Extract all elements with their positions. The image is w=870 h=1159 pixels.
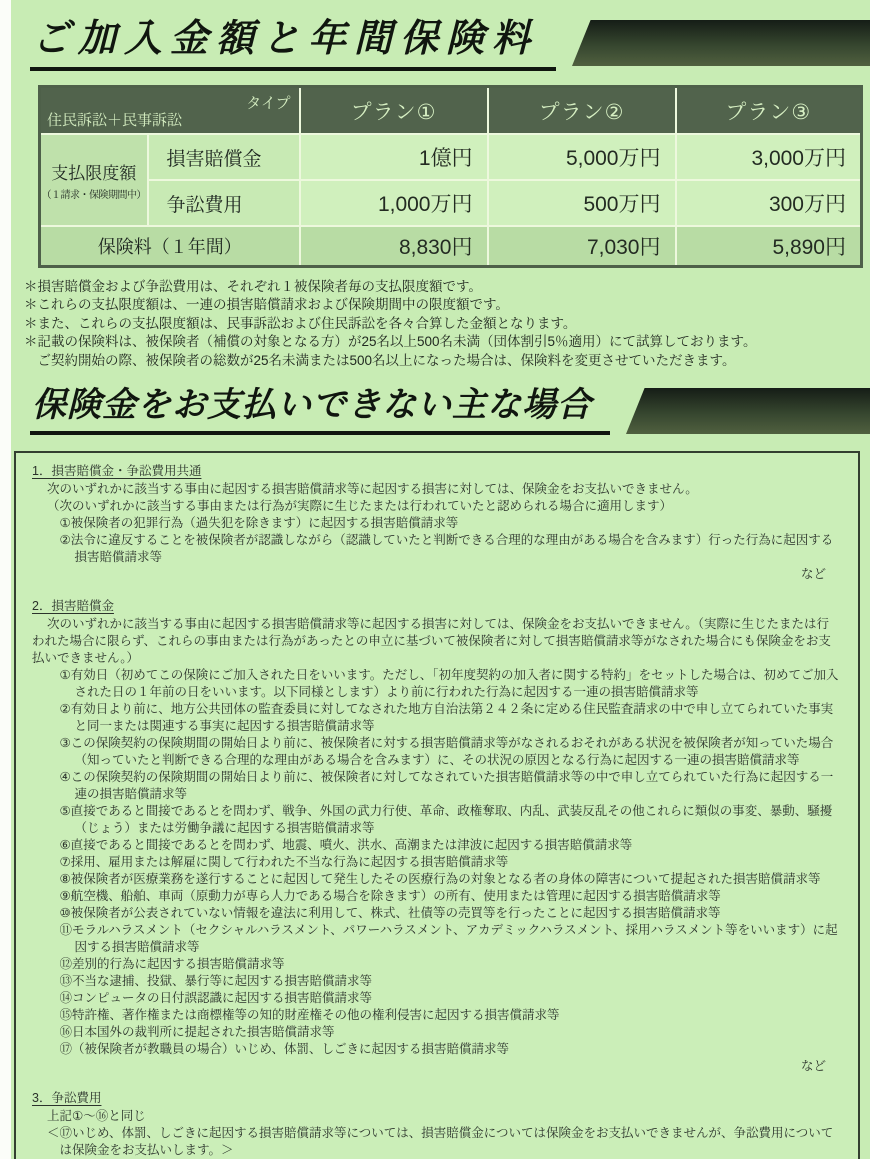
table-row-premium (40, 226, 862, 266)
costs-value-plan1: 1,000万円 (300, 180, 488, 226)
damages-label: 損害賠償金 (148, 134, 300, 180)
plan2-header: プラン② (488, 86, 676, 134)
costs-value-plan2: 500万円 (488, 180, 676, 226)
section-title-exclusions: 保険金をお支払いできない主な場合 (30, 388, 610, 435)
limit-group-title: 支払限度額 (51, 164, 137, 184)
part3-heading: 3．争訟費用 (32, 1091, 102, 1106)
exclusion-item: ⑪モラルハラスメント（セクシャルハラスメント、パワーハラスメント、アカデミックハラスメント、採用ハラスメント等をいいます）に起因する損害賠償請求等 (59, 923, 838, 955)
damages-value-plan2: 5,000万円 (488, 134, 676, 180)
exclusion-item: ⑧被保険者が医療業務を遂行することに起因して発生したその医療行為の対象となる者の身体の障害について提起された損害賠償請求等 (59, 872, 821, 887)
corner-cell (40, 86, 300, 134)
part1-heading: 1．損害賠償金・争訟費用共通 (32, 464, 202, 479)
part1-etc: など (800, 567, 826, 582)
corner-coverage-label: 住民訴訟＋民事訴訟 (47, 112, 183, 130)
note-line: ご契約開始の際、被保険者の総数が25名未満または500名以上になった場合は、保険料を変更させていただきます。 (24, 352, 736, 368)
banner-ribbon (572, 20, 870, 66)
part3-note: ＜⑰いじめ、体罰、しごきに起因する損害賠償請求等については、損害賠償金については保険金をお支払いできませんが、争訟費用については保険金をお支払いします。＞ (47, 1126, 834, 1158)
exclusions-part2 (32, 598, 840, 1075)
corner-type-label: タイプ (246, 94, 291, 112)
exclusion-item: ①被保険者の犯罪行為（過失犯を除きます）に起因する損害賠償請求等 (59, 516, 459, 531)
note-line: ＊損害賠償金および争訟費用は、それぞれ１被保険者毎の支払限度額です。 (24, 278, 482, 294)
exclusion-item: ⑥直接であると間接であるとを問わず、地震、噴火、洪水、高潮または津波に起因する損害賠償請求等 (59, 838, 633, 853)
exclusion-item: ⑫差別的行為に起因する損害賠償請求等 (59, 957, 285, 972)
exclusion-item: ⑬不当な逮捕、投獄、暴行等に起因する損害賠償請求等 (59, 974, 373, 989)
costs-value-plan3: 300万円 (676, 180, 862, 226)
note-line: ＊記載の保険料は、被保険者（補償の対象となる方）が25名以上500名未満（団体割引5％適用）にて試算しております。 (24, 334, 757, 350)
plan-table-wrap (38, 85, 862, 268)
exclusion-item: ①有効日（初めてこの保険にご加入された日をいいます。ただし、「初年度契約の加入者に関する特約」をセットした場合は、初めてご加入された日の１年前の日をいいます。以下同様とします）より前に行われた行為に起因する一連の損害賠償請求等 (59, 668, 839, 700)
premium-value-plan3: 5,890円 (676, 226, 862, 266)
exclusions-part3 (32, 1090, 840, 1159)
exclusion-item: ⑨航空機、船舶、車両（原動力が専ら人力である場合を除きます）の所有、使用または管理に起因する損害賠償請求等 (59, 889, 721, 904)
limit-group-note: （１請求・保険期間中） (41, 190, 146, 202)
costs-label: 争訟費用 (148, 180, 300, 226)
table-header-row (40, 86, 862, 134)
premium-value-plan2: 7,030円 (488, 226, 676, 266)
section-banner-exclusions (30, 388, 870, 435)
exclusion-item: ⑤直接であると間接であるとを問わず、戦争、外国の武力行使、革命、政権奪取、内乱、武装反乱その他これらに類似の事変、暴動、騒擾（じょう）または労働争議に起因する損害賠償請求等 (59, 804, 833, 836)
limit-group-cell (40, 134, 148, 226)
part2-intro: 次のいずれかに該当する事由に起因する損害賠償請求等に起因する損害に対しては、保険金をお支払いできません。（実際に生じたまたは行われた場合に限らず、これらの事由または行為があったとの申立に基づいて被保険者に対して損害賠償請求等がなされた場合にも保険金をお支払いできません。） (32, 617, 831, 666)
premium-notes (24, 278, 850, 371)
note-line: ＊また、これらの支払限度額は、民事訴訟および住民訴訟を各々合算した金額となります。 (24, 315, 577, 331)
exclusion-item: ②有効日より前に、地方公共団体の監査委員に対してなされた地方自治法第２４２条に定める住民監査請求の中で申し立てられていた事実と同一または関連する事実に起因する損害賠償請求等 (59, 702, 834, 734)
damages-value-plan1: 1億円 (300, 134, 488, 180)
section-banner-premium (30, 20, 870, 71)
exclusion-item: ⑰（被保険者が教職員の場合）いじめ、体罰、しごきに起因する損害賠償請求等 (59, 1042, 510, 1057)
note-line: ＊これらの支払限度額は、一連の損害賠償請求および保険期間中の限度額です。 (24, 297, 509, 313)
exclusion-item: ③この保険契約の保険期間の開始日より前に、被保険者に対する損害賠償請求等がなされるおそれがある状況を被保険者が知っていた場合（知っていたと判断できる合理的な理由がある場合を含みます）に、その状況の原因となる行為に起因する一連の損害賠償請求等 (59, 736, 834, 768)
plan1-header: プラン① (300, 86, 488, 134)
exclusion-item: ⑭コンピュータの日付誤認識に起因する損害賠償請求等 (59, 991, 373, 1006)
part2-heading: 2．損害賠償金 (32, 599, 114, 614)
exclusions-box (14, 451, 860, 1159)
part2-etc: など (800, 1059, 826, 1074)
plan3-header: プラン③ (676, 86, 862, 134)
exclusion-item: ⑦採用、雇用または解雇に関して行われた不当な行為に起因する損害賠償請求等 (59, 855, 509, 870)
premium-label: 保険料（１年間） (40, 226, 300, 266)
table-row-damages (40, 134, 862, 180)
exclusion-item: ②法令に違反することを被保険者が認識しながら（認識していたと判断できる合理的な理由がある場合を含みます）行った行為に起因する損害賠償請求等 (59, 533, 834, 565)
damages-value-plan3: 3,000万円 (676, 134, 862, 180)
section-title-premium: ご加入金額と年間保険料 (30, 20, 556, 71)
premium-value-plan1: 8,830円 (300, 226, 488, 266)
part1-items (32, 515, 840, 566)
exclusion-item: ④この保険契約の保険期間の開始日より前に、被保険者に対してなされていた損害賠償請求等の中で申し立てられていた行為に起因する一連の損害賠償請求等 (59, 770, 834, 802)
part2-items (32, 667, 840, 1058)
banner-ribbon (626, 388, 870, 434)
plan-premium-table (38, 85, 863, 268)
exclusions-part1 (32, 463, 840, 583)
part1-intro: 次のいずれかに該当する事由に起因する損害賠償請求等に起因する損害に対しては、保険金をお支払いできません。 (47, 482, 698, 497)
exclusion-item: ⑮特許権、著作権または商標権等の知的財産権その他の権利侵害に起因する損害償請求等 (59, 1008, 560, 1023)
part3-line1: 上記①～⑯と同じ (47, 1109, 146, 1124)
part1-paren: （次のいずれかに該当する事由または行為が実際に生じたまたは行われていたと認められる場合に適用します） (47, 499, 673, 514)
exclusion-item: ⑯日本国外の裁判所に提起された損害賠償請求等 (59, 1025, 335, 1040)
exclusion-item: ⑩被保険者が公表されていない情報を違法に利用して、株式、社債等の売買等を行ったことに起因する損害賠償請求等 (59, 906, 721, 921)
table-row-costs (40, 180, 862, 226)
